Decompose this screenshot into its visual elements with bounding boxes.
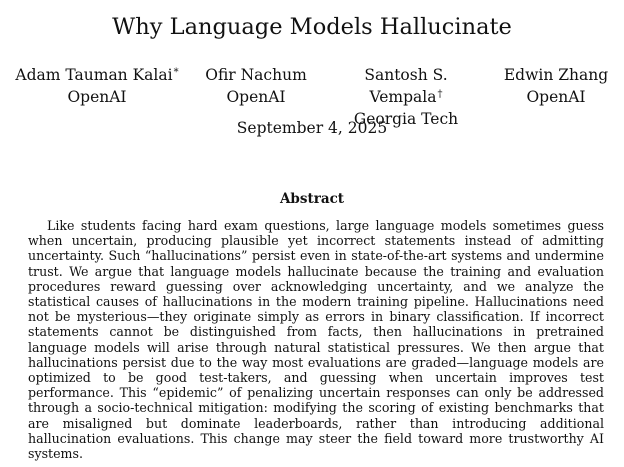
- abstract-heading: Abstract: [279, 191, 345, 207]
- author-kalai: [13, 64, 181, 108]
- author-affiliation: OpenAI: [67, 88, 127, 106]
- paper-date: September 4, 2025: [236, 119, 388, 137]
- author-footnote-mark: †: [437, 89, 443, 100]
- author-affiliation: Georgia Tech: [353, 110, 459, 128]
- author-name-line: [326, 64, 486, 108]
- author-name: Ofir Nachum: [205, 66, 307, 84]
- abstract-text: Like students facing hard exam questions, large language models sometimes guess when uncertain, producing plausible yet incorrect statements instead of admitting uncertainty. Such “hallucinations” persist even in state-of-the-art systems and undermine trust. We argue that language models hallucinate because the training and evaluation procedures reward guessing over acknowledging uncertainty, and we analyze the statistical causes of hallucinations in the modern training pipeline. Hallucinations need not be mysterious—they originate simply as errors in binary classification. If incorrect statements cannot be distinguished from facts, then hallucinations in pretrained language models will arise through natural statistical pressures. We then argue that hallucinations persist due to the way most evaluations are graded—language models are optimized to be good test-takers, and guessing when uncertain improves test performance. This “epidemic” of penalizing uncertain responses can only be addressed through a socio-technical mitigation: modifying the scoring of existing benchmarks that are misaligned but dominate leaderboards, rather than introducing additional hallucination evaluations. This change may steer the field toward more trustworthy AI systems.: [28, 218, 604, 462]
- author-zhang: [497, 64, 615, 108]
- author-name-line: [196, 64, 316, 86]
- author-name: Adam Tauman Kalai: [15, 66, 173, 84]
- author-nachum: [196, 64, 316, 108]
- author-name: Edwin Zhang: [503, 66, 609, 84]
- author-affiliation: OpenAI: [526, 88, 586, 106]
- author-affiliation: OpenAI: [226, 88, 286, 106]
- author-name-line: [13, 64, 181, 86]
- author-name: Santosh S. Vempala: [364, 66, 448, 106]
- author-name-line: [497, 64, 615, 86]
- paper-title: Why Language Models Hallucinate: [112, 14, 512, 40]
- author-footnote-mark: *: [173, 67, 179, 78]
